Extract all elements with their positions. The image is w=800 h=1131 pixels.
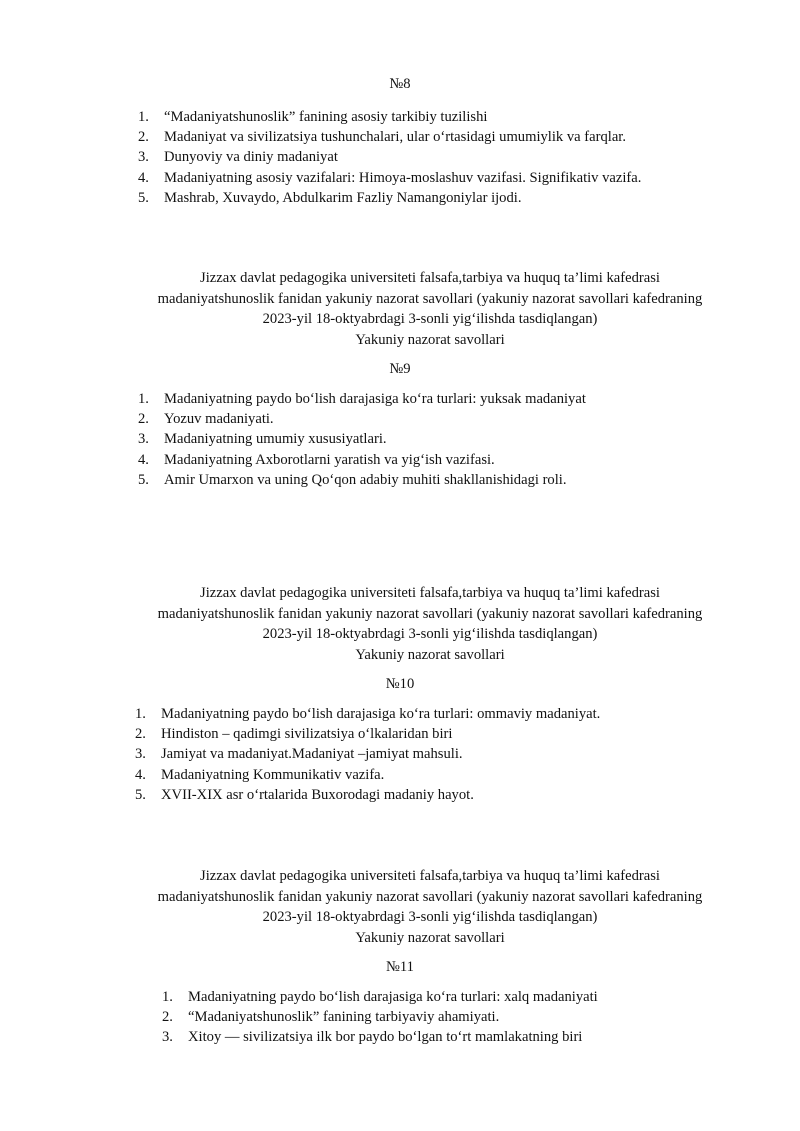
list-item: 1. Madaniyatning paydo boʻlish darajasiga koʻra turlari: xalq madaniyati <box>162 989 598 1005</box>
list-item: 5. Mashrab, Xuvaydo, Abdulkarim Fazliy Namangoniylar ijodi. <box>138 189 522 206</box>
section-header <box>120 268 740 350</box>
header-line: 2023-yil 18-oktyabrdagi 3-sonli yigʻilishda tasdiqlangan) <box>262 311 598 327</box>
list-item: 1. Madaniyatning paydo boʻlish darajasiga koʻra turlari: yuksak madaniyat <box>138 391 586 407</box>
list-item: 4. Madaniyatning asosiy vazifalari: Himoya-moslashuv vazifasi. Signifikativ vazifa. <box>138 169 642 186</box>
list-item: 2. Madaniyat va sivilizatsiya tushunchalari, ular oʻrtasidagi umumiylik va farqlar. <box>138 129 627 146</box>
list-item: 5. Amir Umarxon va uning Qoʻqon adabiy muhiti shakllanishidagi roli. <box>138 471 567 488</box>
header-line: Jizzax davlat pedagogika universiteti falsafa,tarbiya va huquq ta’limi kafedrasi <box>200 868 660 884</box>
header-title: Yakuniy nazorat savollari <box>355 331 505 348</box>
section-number: №11 <box>386 959 414 975</box>
section-number: №9 <box>389 361 411 377</box>
question-list <box>135 704 775 805</box>
list-item: 3. Madaniyatning umumiy xususiyatlari. <box>138 431 387 448</box>
header-title: Yakuniy nazorat savollari <box>355 929 505 946</box>
question-list <box>138 389 778 490</box>
list-item: 1. Madaniyatning paydo boʻlish darajasiga koʻra turlari: ommaviy madaniyat. <box>135 706 601 722</box>
list-item: 2. “Madaniyatshunoslik” fanining tarbiyaviy ahamiyati. <box>162 1009 500 1026</box>
header-line: Jizzax davlat pedagogika universiteti falsafa,tarbiya va huquq ta’limi kafedrasi <box>200 585 660 601</box>
list-item: 3. Xitoy — sivilizatsiya ilk bor paydo boʻlgan toʻrt mamlakatning biri <box>162 1029 583 1046</box>
list-item: 2. Yozuv madaniyati. <box>138 411 274 428</box>
section-number: №10 <box>385 676 415 692</box>
header-line: madaniyatshunoslik fanidan yakuniy nazorat savollari (yakuniy nazorat savollari kafedraning <box>157 888 703 905</box>
header-line: Jizzax davlat pedagogika universiteti falsafa,tarbiya va huquq ta’limi kafedrasi <box>200 270 660 286</box>
list-item: 4. Madaniyatning Axborotlarni yaratish va yigʻish vazifasi. <box>138 451 495 468</box>
header-title: Yakuniy nazorat savollari <box>355 646 505 663</box>
header-line: 2023-yil 18-oktyabrdagi 3-sonli yigʻilishda tasdiqlangan) <box>262 909 598 925</box>
list-item: 5. XVII-XIX asr oʻrtalarida Buxorodagi madaniy hayot. <box>135 786 474 803</box>
question-list <box>162 987 782 1048</box>
list-item: 3. Jamiyat va madaniyat.Madaniyat –jamiyat mahsuli. <box>135 746 463 763</box>
header-line: madaniyatshunoslik fanidan yakuniy nazorat savollari (yakuniy nazorat savollari kafedraning <box>157 605 703 622</box>
list-item: 2. Hindiston – qadimgi sivilizatsiya oʻlkalaridan biri <box>135 726 453 743</box>
section-header <box>120 583 740 665</box>
section-header <box>120 866 740 948</box>
header-line: madaniyatshunoslik fanidan yakuniy nazorat savollari (yakuniy nazorat savollari kafedraning <box>157 290 703 307</box>
question-list <box>138 107 778 208</box>
list-item: 3. Dunyoviy va diniy madaniyat <box>138 149 338 166</box>
list-item: 1. “Madaniyatshunoslik” fanining asosiy tarkibiy tuzilishi <box>138 109 488 125</box>
header-line: 2023-yil 18-oktyabrdagi 3-sonli yigʻilishda tasdiqlangan) <box>262 626 598 642</box>
list-item: 4. Madaniyatning Kommunikativ vazifa. <box>135 766 385 783</box>
section-number: №8 <box>389 76 411 92</box>
